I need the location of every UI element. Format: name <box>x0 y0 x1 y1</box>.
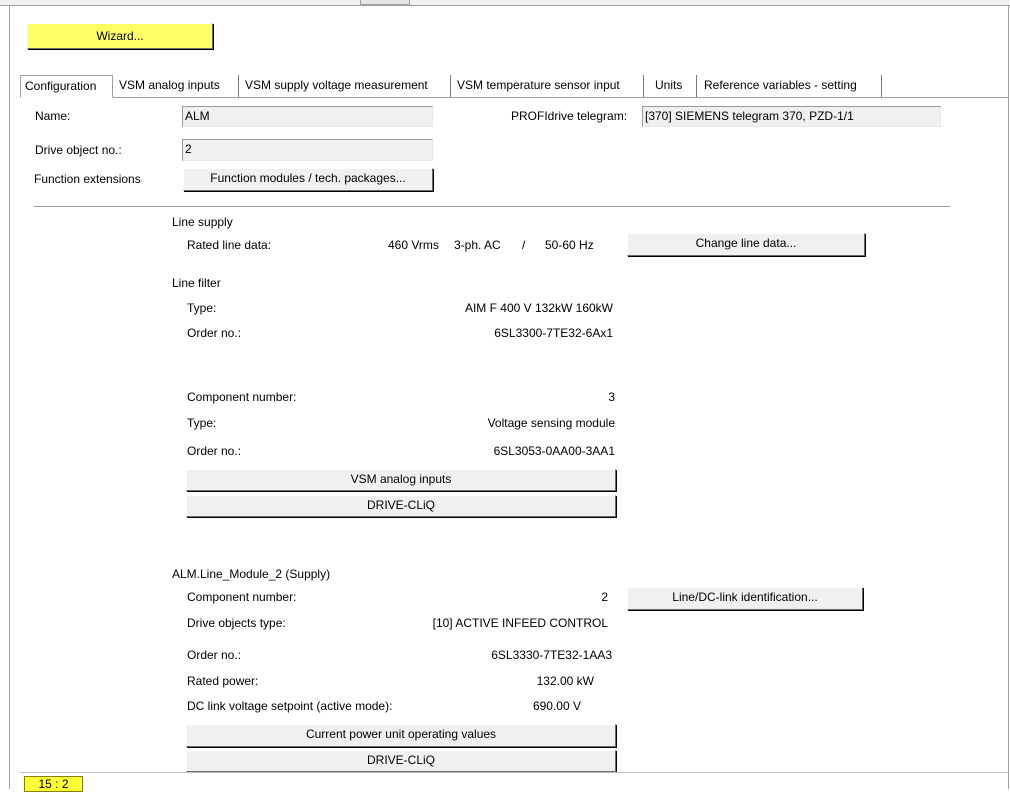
line-filter-order-label: Order no.: <box>187 326 242 340</box>
lm-drive-objects-type-value: [10] ACTIVE INFEED CONTROL <box>432 616 608 630</box>
line-supply-heading: Line supply <box>172 215 233 229</box>
tab-strip <box>20 75 1008 98</box>
lm-drive-objects-type-label: Drive objects type: <box>187 616 286 630</box>
status-badge: 15 : 2 <box>24 776 83 792</box>
vsm-component-value: 3 <box>608 390 615 404</box>
rated-line-data-label: Rated line data: <box>187 238 272 252</box>
lm-rated-power-value: 132.00 kW <box>536 674 594 688</box>
rated-voltage: 460 Vrms <box>388 238 439 252</box>
tab-reference-variables[interactable]: Reference variables - setting <box>700 75 882 97</box>
rated-frequency: 50-60 Hz <box>545 238 594 252</box>
lm-dc-link-label: DC link voltage setpoint (active mode): <box>187 699 393 713</box>
vsm-component-label: Component number: <box>187 390 297 404</box>
rated-slash: / <box>522 238 526 252</box>
tab-vsm-supply-voltage-measurement[interactable]: VSM supply voltage measurement <box>241 75 451 97</box>
tab-units[interactable]: Units <box>651 75 697 97</box>
vsm-analog-inputs-button[interactable]: VSM analog inputs <box>186 469 616 491</box>
telegram-field[interactable]: [370] SIEMENS telegram 370, PZD-1/1 <box>642 106 941 127</box>
rated-phase: 3-ph. AC <box>454 238 501 252</box>
telegram-label: PROFIdrive telegram: <box>511 109 628 123</box>
lm-order-label: Order no.: <box>187 648 242 662</box>
tab-vsm-temperature-sensor-input[interactable]: VSM temperature sensor input <box>453 75 644 97</box>
vsm-order-value: 6SL3053-0AA00-3AA1 <box>493 444 615 458</box>
current-operating-values-button[interactable]: Current power unit operating values <box>186 724 616 747</box>
vsm-type-value: Voltage sensing module <box>487 416 615 430</box>
line-filter-type-value: AIM F 400 V 132kW 160kW <box>464 301 613 315</box>
vsm-drive-cliq-button[interactable]: DRIVE-CLiQ <box>186 495 616 517</box>
line-filter-type-label: Type: <box>187 301 217 315</box>
change-line-data-button[interactable]: Change line data... <box>627 233 865 256</box>
line-dc-link-identification-button[interactable]: Line/DC-link identification... <box>627 587 863 610</box>
drive-object-no-label: Drive object no.: <box>35 143 122 157</box>
line-module-heading: ALM.Line_Module_2 (Supply) <box>172 567 331 581</box>
toolbar-stub <box>360 0 410 5</box>
tab-configuration[interactable]: Configuration <box>20 75 113 98</box>
lm-drive-cliq-button[interactable]: DRIVE-CLiQ <box>186 750 616 772</box>
lm-component-value: 2 <box>601 590 608 604</box>
lm-dc-link-value: 690.00 V <box>532 699 581 713</box>
lm-component-label: Component number: <box>187 590 297 604</box>
vsm-type-label: Type: <box>187 416 217 430</box>
drive-object-no-field[interactable]: 2 <box>182 139 433 161</box>
lm-order-value: 6SL3330-7TE32-1AA3 <box>491 648 612 662</box>
function-extensions-label: Function extensions <box>34 172 141 186</box>
lm-drive-cliq-clip <box>186 750 616 767</box>
separator <box>34 206 950 207</box>
status-divider <box>20 772 1008 773</box>
window-right-border <box>1008 5 1009 789</box>
line-filter-order-value: 6SL3300-7TE32-6Ax1 <box>494 326 613 340</box>
line-filter-heading: Line filter <box>172 276 221 290</box>
tab-vsm-analog-inputs[interactable]: VSM analog inputs <box>115 75 239 97</box>
lm-rated-power-label: Rated power: <box>187 674 259 688</box>
wizard-button[interactable]: Wizard... <box>27 23 213 49</box>
window-left-border <box>9 5 10 789</box>
vsm-order-label: Order no.: <box>187 444 242 458</box>
window-top-edge <box>0 0 1010 6</box>
name-label: Name: <box>35 109 71 123</box>
name-field[interactable]: ALM <box>182 106 433 127</box>
function-modules-button[interactable]: Function modules / tech. packages... <box>183 168 433 191</box>
